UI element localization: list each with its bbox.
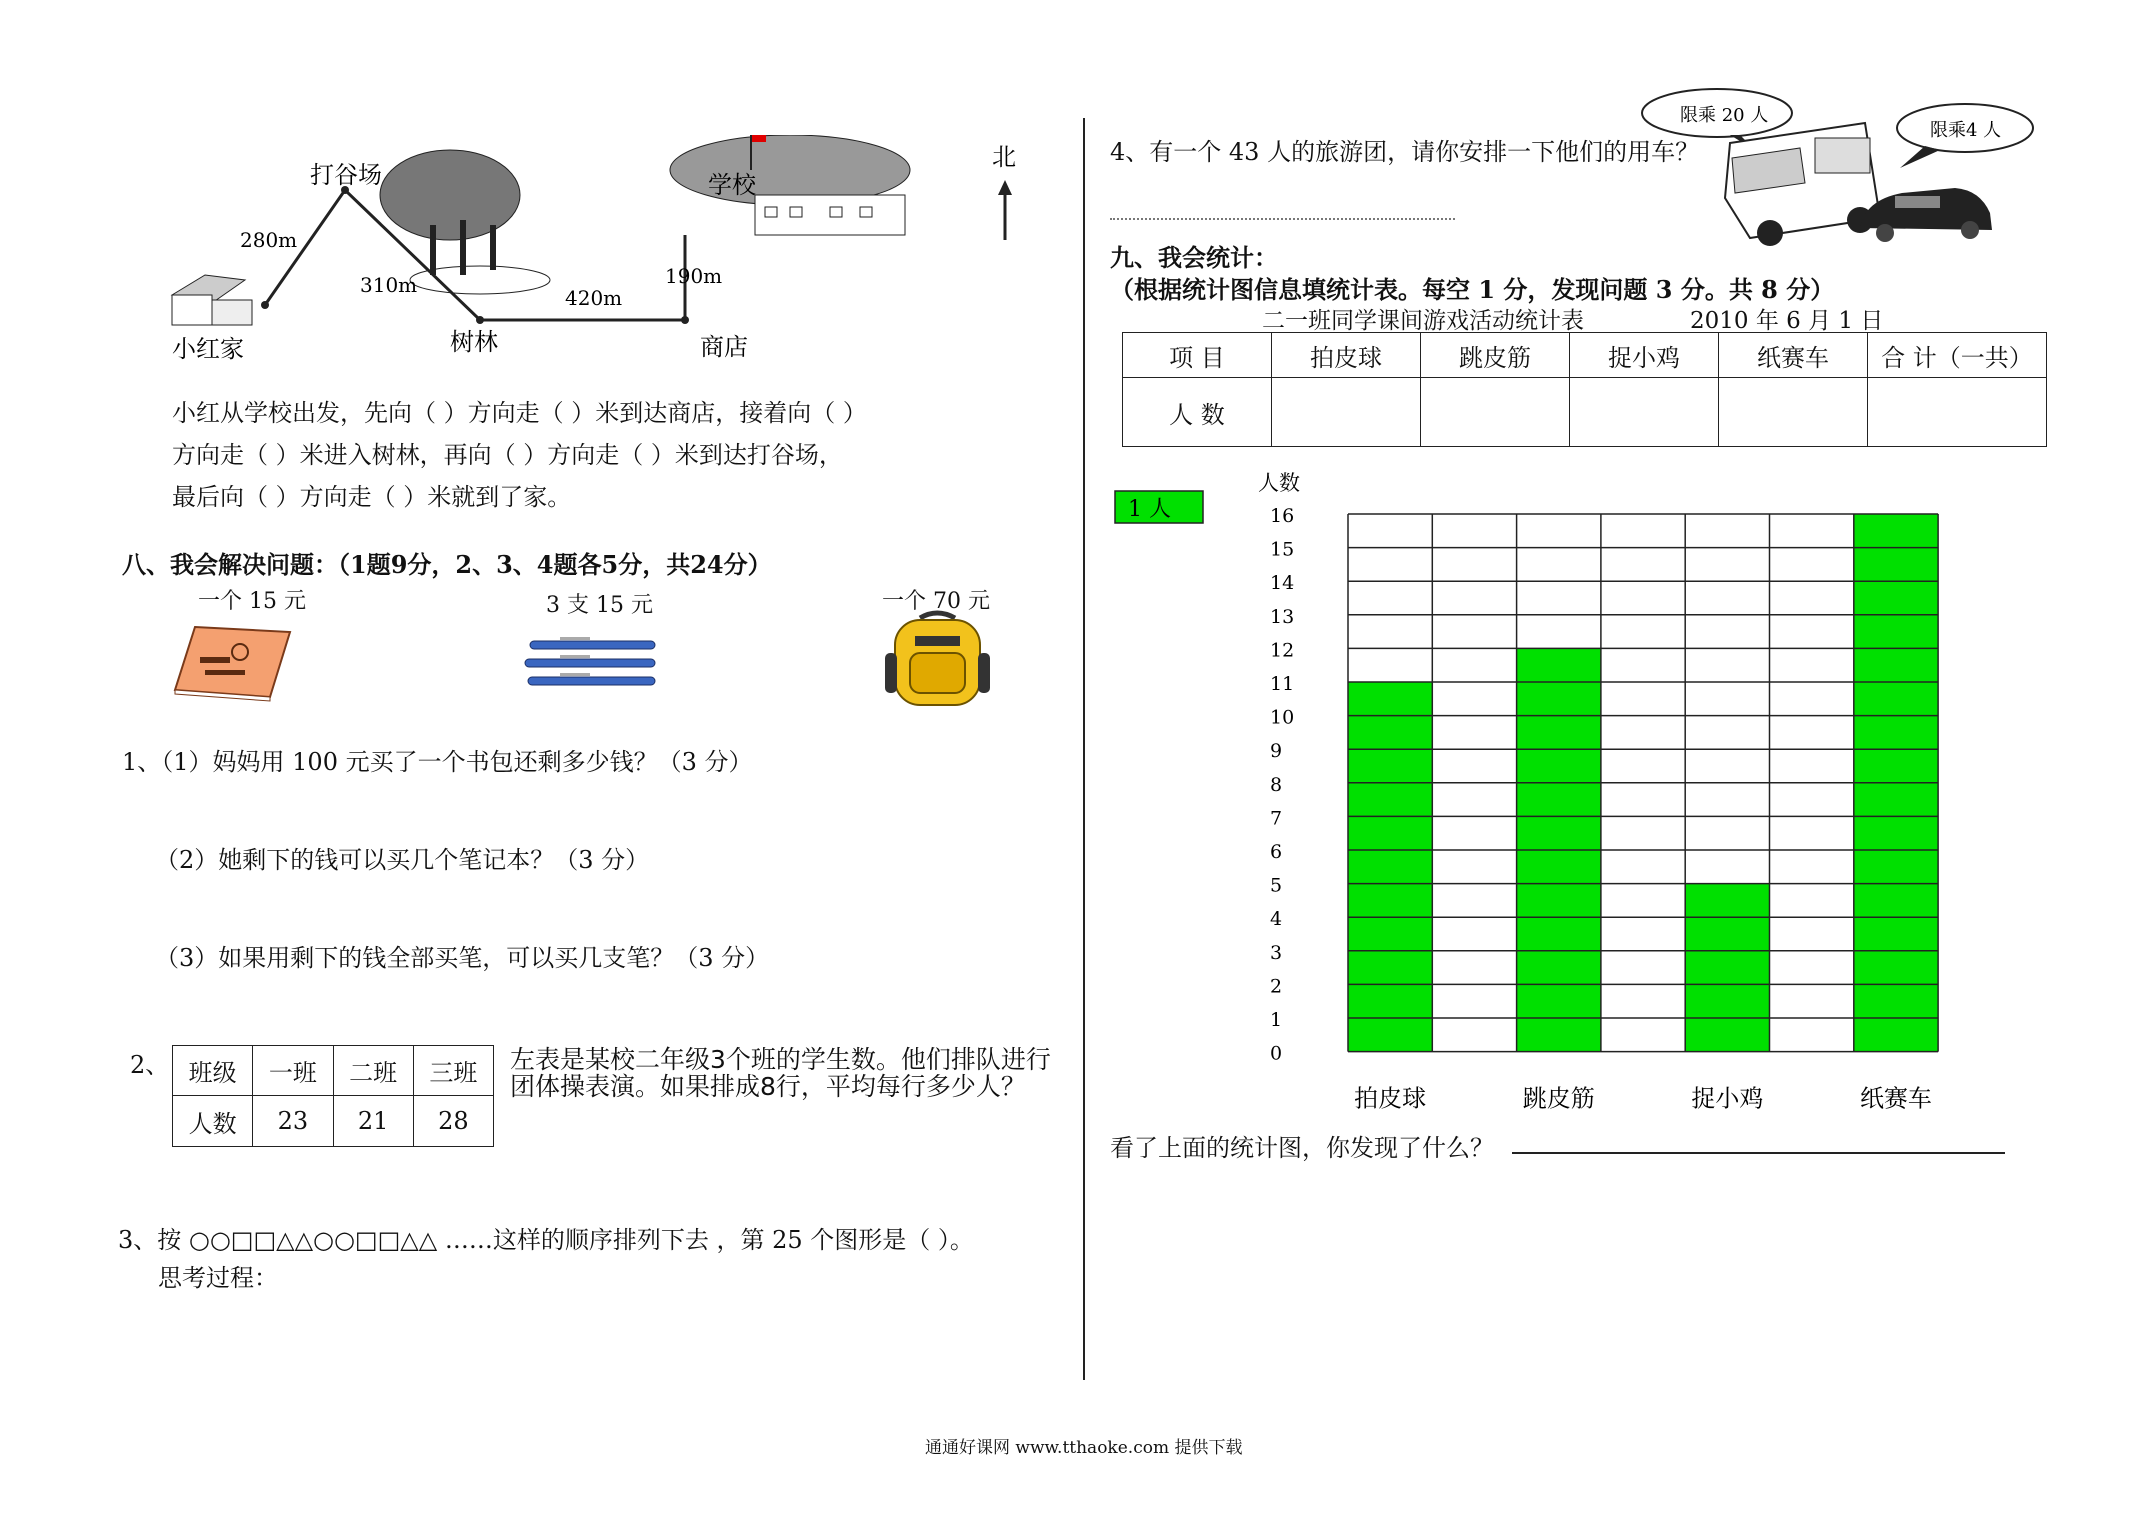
bubble-car-label: 限乘4 人 bbox=[1930, 120, 2002, 141]
class-table-cell: 21 bbox=[333, 1096, 413, 1147]
discovery-answer-line[interactable] bbox=[1512, 1152, 2005, 1154]
x-category-label: 捉小鸡 bbox=[1691, 1084, 1764, 1113]
y-axis-label: 人数 bbox=[1258, 471, 1300, 495]
section9-title: 九、我会统计： bbox=[1110, 243, 1278, 272]
y-tick-label: 4 bbox=[1270, 908, 1283, 931]
table-caption: 二一班同学课间游戏活动统计表 bbox=[1262, 308, 1584, 334]
fill-line-1: 小红从学校出发，先向（ ）方向走（ ）米到达商店，接着向（ ） bbox=[172, 399, 867, 427]
stats-table-header: 纸赛车 bbox=[1719, 333, 1868, 378]
column-divider bbox=[1083, 118, 1085, 1380]
class-table-row-label: 人数 bbox=[173, 1096, 253, 1147]
class-table-cell: 23 bbox=[253, 1096, 333, 1147]
y-tick-label: 11 bbox=[1270, 673, 1295, 695]
question-2-number: 2、 bbox=[130, 1051, 170, 1079]
bus-icon bbox=[1725, 123, 1880, 246]
question-3-think: 思考过程： bbox=[158, 1264, 278, 1292]
y-tick-label: 6 bbox=[1270, 841, 1283, 863]
price-book: 一个 15 元 bbox=[198, 589, 306, 614]
question-2-line-2: 团体操表演。如果排成8行，平均每行多少人？ bbox=[510, 1072, 1026, 1101]
price-bag: 一个 70 元 bbox=[882, 589, 990, 614]
stats-table bbox=[1122, 332, 2047, 447]
stats-table-row-label: 人 数 bbox=[1123, 378, 1272, 447]
y-tick-label: 0 bbox=[1270, 1042, 1283, 1065]
x-category-label: 拍皮球 bbox=[1354, 1084, 1427, 1113]
stats-table-header: 跳皮筋 bbox=[1421, 333, 1570, 378]
distance-1: 280m bbox=[240, 228, 298, 252]
place-woods: 树林 bbox=[450, 328, 498, 356]
y-tick-label: 3 bbox=[1270, 941, 1283, 964]
home-house-icon bbox=[172, 275, 252, 325]
y-tick-label: 16 bbox=[1270, 505, 1295, 527]
class-table bbox=[172, 1045, 494, 1147]
route-map bbox=[150, 135, 1030, 370]
question-2-line-1: 左表是某校二年级3个班的学生数。他们排队进行 bbox=[510, 1045, 1051, 1074]
distance-2: 310m bbox=[360, 273, 418, 297]
pens-icon bbox=[520, 635, 665, 695]
class-table-cell: 28 bbox=[413, 1096, 493, 1147]
school-building-icon bbox=[670, 135, 910, 235]
fill-line-3: 最后向（ ）方向走（ ）米就到了家。 bbox=[172, 483, 572, 511]
question-1-1: 1、（1）妈妈用 100 元买了一个书包还剩多少钱？（3 分） bbox=[122, 748, 753, 776]
stats-table-header: 拍皮球 bbox=[1272, 333, 1421, 378]
backpack-icon bbox=[880, 608, 995, 713]
legend-label: 1 人 bbox=[1128, 497, 1171, 522]
stats-table-header: 项 目 bbox=[1123, 333, 1272, 378]
y-tick-label: 13 bbox=[1270, 605, 1295, 628]
stats-table-blank-cell[interactable] bbox=[1570, 378, 1719, 447]
distance-3: 420m bbox=[565, 286, 623, 310]
vehicles-illustration bbox=[1640, 88, 2035, 248]
stats-table-header: 合 计（一共） bbox=[1868, 333, 2047, 378]
question-3: 3、按 ○○□□△△○○□□△△ ……这样的顺序排列下去 ，第 25 个图形是（ ）。 bbox=[118, 1226, 974, 1254]
stats-table-blank-cell[interactable] bbox=[1719, 378, 1868, 447]
class-table-header: 三班 bbox=[413, 1046, 493, 1096]
stats-table-blank-cell[interactable] bbox=[1272, 378, 1421, 447]
discovery-question: 看了上面的统计图，你发现了什么？ bbox=[1110, 1134, 1494, 1162]
stats-table-header: 捉小鸡 bbox=[1570, 333, 1719, 378]
stats-table-blank-cell[interactable] bbox=[1868, 378, 2047, 447]
question-1-2: （2）她剩下的钱可以买几个笔记本？（3 分） bbox=[155, 846, 650, 874]
price-pens: 3 支 15 元 bbox=[546, 593, 653, 618]
chart-bar bbox=[1348, 682, 1432, 1052]
bar-chart bbox=[1100, 460, 2000, 1140]
y-tick-label: 15 bbox=[1270, 538, 1295, 561]
chart-bar bbox=[1685, 884, 1769, 1052]
y-tick-label: 14 bbox=[1270, 572, 1295, 595]
class-table-header: 一班 bbox=[253, 1046, 333, 1096]
y-tick-label: 8 bbox=[1270, 773, 1283, 796]
y-tick-label: 12 bbox=[1270, 639, 1295, 662]
place-shop: 商店 bbox=[700, 333, 748, 361]
question-1-3: （3）如果用剩下的钱全部买笔，可以买几支笔？（3 分） bbox=[155, 944, 770, 972]
y-tick-label: 5 bbox=[1270, 874, 1283, 897]
y-tick-label: 9 bbox=[1270, 740, 1283, 763]
north-arrow-icon bbox=[998, 180, 1012, 240]
place-field: 打谷场 bbox=[310, 161, 382, 189]
car-icon bbox=[1860, 188, 1992, 242]
stats-table-blank-cell[interactable] bbox=[1421, 378, 1570, 447]
distance-4: 190m bbox=[665, 264, 723, 288]
bubble-bus-label: 限乘 20 人 bbox=[1680, 105, 1769, 126]
y-tick-label: 1 bbox=[1270, 1009, 1283, 1031]
class-table-header: 二班 bbox=[333, 1046, 413, 1096]
section9-instruction: （根据统计图信息填统计表。每空 1 分，发现问题 3 分。共 8 分） bbox=[1110, 275, 1835, 304]
notebook-icon bbox=[170, 622, 295, 702]
x-category-label: 纸赛车 bbox=[1859, 1084, 1932, 1113]
y-tick-label: 10 bbox=[1270, 706, 1295, 729]
x-category-label: 跳皮筋 bbox=[1522, 1084, 1595, 1113]
fill-line-2: 方向走（ ）米进入树林，再向（ ）方向走（ ）米到达打谷场， bbox=[172, 441, 843, 469]
question-4: 4、有一个 43 人的旅游团，请你安排一下他们的用车？ bbox=[1110, 138, 1700, 166]
section8-title: 八、我会解决问题：（1题9分，2、3、4题各5分，共24分） bbox=[122, 550, 772, 579]
north-label: 北 bbox=[992, 143, 1016, 171]
y-tick-label: 2 bbox=[1270, 975, 1283, 998]
answer-dotted-line bbox=[1110, 218, 1455, 220]
y-tick-label: 7 bbox=[1270, 807, 1283, 830]
place-school: 学校 bbox=[708, 171, 756, 199]
footer-credit: 通通好课网 www.tthaoke.com 提供下载 bbox=[925, 1438, 1243, 1458]
class-table-header: 班级 bbox=[173, 1046, 253, 1096]
place-home: 小红家 bbox=[172, 335, 244, 363]
table-date: 2010 年 6 月 1 日 bbox=[1690, 308, 1884, 334]
